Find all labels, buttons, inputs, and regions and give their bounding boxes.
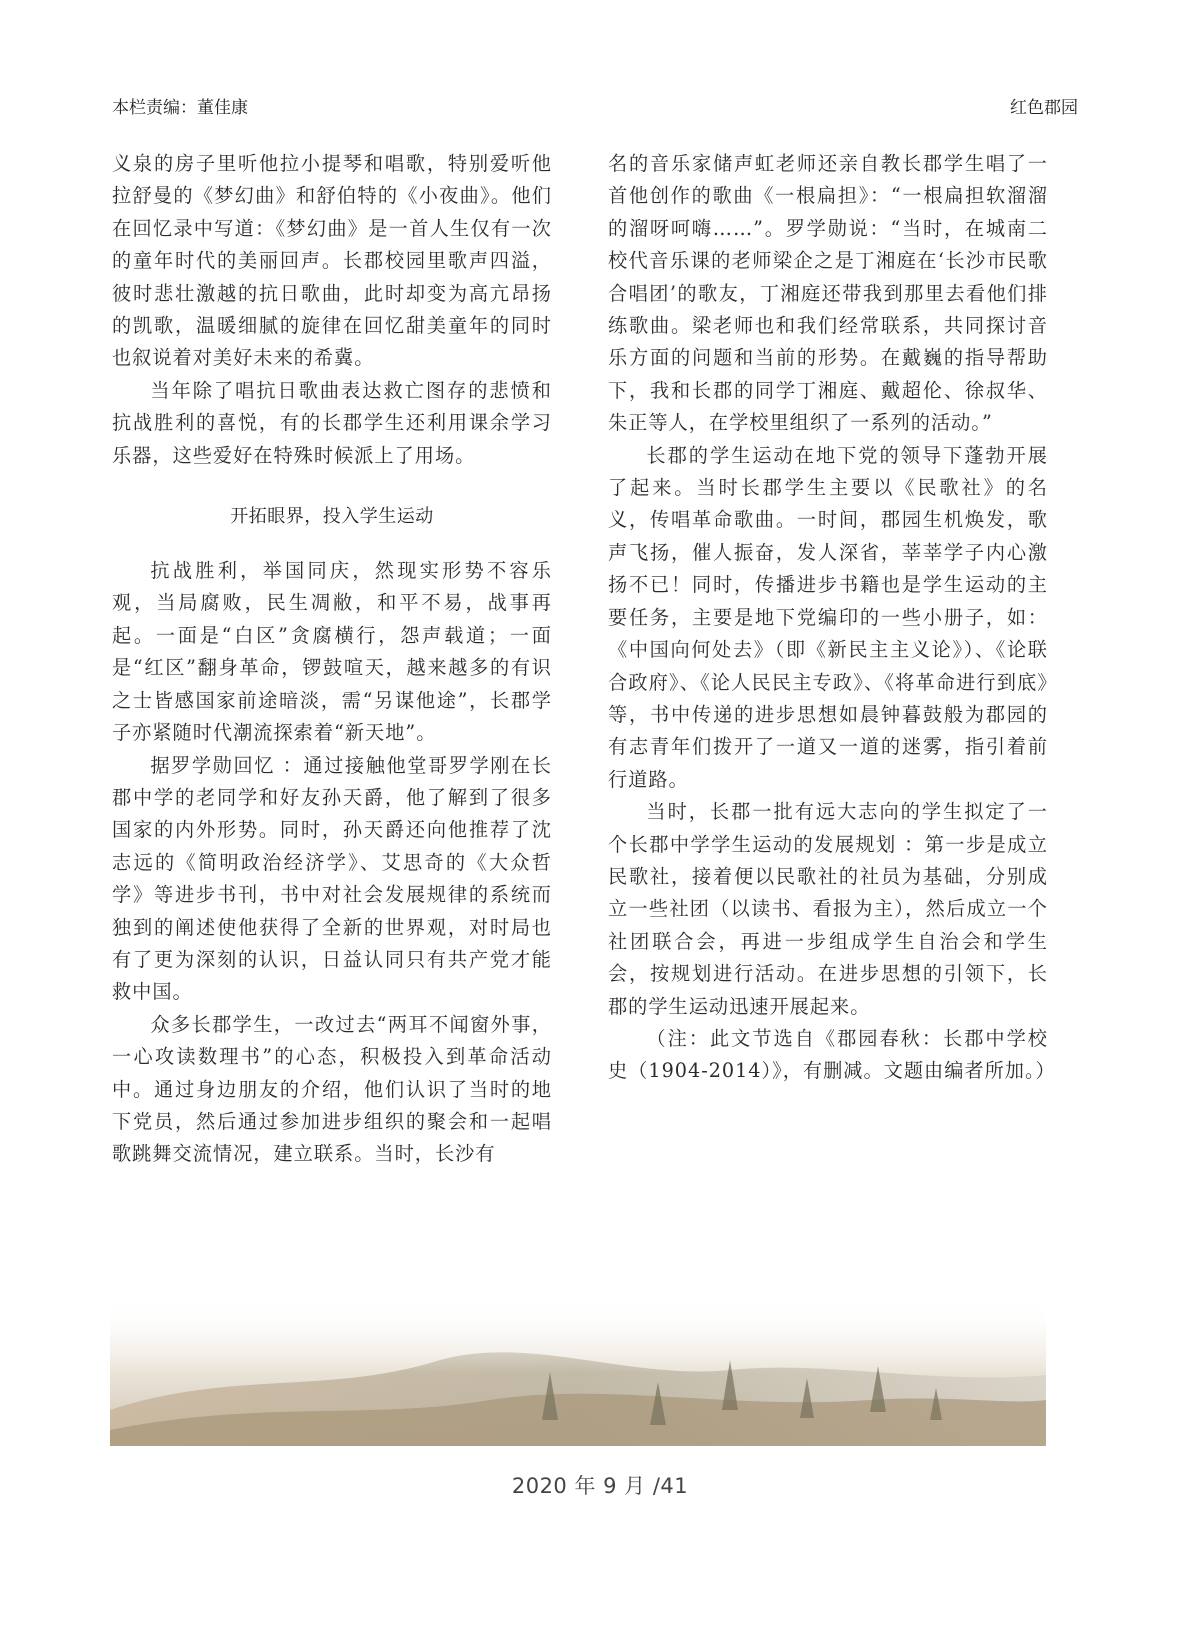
right-column xyxy=(608,148,1056,1088)
paragraph: 当时，长郡一批有远大志向的学生拟定了一个长郡中学学生运动的发展规划 ：第一步是成立民歌社，接着便以民歌社的社员为基础，分别成立一些社团（以读书、看报为主），然后成立一个社团联合会，再进一步组成学生自治会和学生会，按规划进行活动。在进步思想的引领下，长郡的学生运动迅速开展起来。 xyxy=(608,800,1048,1018)
editor-credit: 本栏责编：董佳康 xyxy=(112,98,248,118)
paragraph: 抗战胜利，举国同庆，然现实形势不容乐观，当局腐败，民生凋敝，和平不易，战事再起。一面是“白区”贪腐横行，怨声载道；一面是“红区”翻身革命，锣鼓喧天，越来越多的有识之士皆感国家前途暗淡，需“另谋他途”，长郡学子亦紧随时代潮流探索着“新天地”。 xyxy=(112,559,552,745)
paragraph: 义泉的房子里听他拉小提琴和唱歌，特别爱听他拉舒曼的《梦幻曲》和舒伯特的《小夜曲》。他们在回忆录中写道：《梦幻曲》是一首人生仅有一次的童年时代的美丽回声。长郡校园里歌声四溢，彼时悲壮激越的抗日歌曲，此时却变为高亢昂扬的凯歌，温暖细腻的旋律在回忆甜美童年的同时也叙说着对美好未来的希冀。 xyxy=(112,152,552,370)
paragraph: 名的音乐家储声虹老师还亲自教长郡学生唱了一首他创作的歌曲《一根扁担》：“一根扁担软溜溜的溜呀呵嗨……”。罗学勋说：“当时，在城南二校代音乐课的老师梁企之是丁湘庭在‘长沙市民歌合唱团’的歌友，丁湘庭还带我到那里去看他们排练歌曲。梁老师也和我们经常联系，共同探讨音乐方面的问题和当前的形势。在戴巍的指导帮助下，我和长郡的同学丁湘庭、戴超伦、徐叔华、朱正等人，在学校里组织了一系列的活动。” xyxy=(608,152,1048,435)
column-title: 红色郡园 xyxy=(1010,98,1078,118)
left-column xyxy=(112,148,552,1171)
paragraph: 当年除了唱抗日歌曲表达救亡图存的悲愤和抗战胜利的喜悦，有的长郡学生还利用课余学习乐器，这些爱好在特殊时候派上了用场。 xyxy=(112,378,552,467)
paragraph: 长郡的学生运动在地下党的领导下蓬勃开展了起来。当时长郡学生主要以《民歌社》的名义，传唱革命歌曲。一时间，郡园生机焕发，歌声飞扬，催人振奋，发人深省，莘莘学子内心激扬不已！同时，传播进步书籍也是学生运动的主要任务，主要是地下党编印的一些小册子，如：《中国向何处去》（即《新民主主义论》）、《论联合政府》、《论人民民主专政》、《将革命进行到底》等，书中传递的进步思想如晨钟暮鼓般为郡园的有志青年们拨开了一道又一道的迷雾，指引着前行道路。 xyxy=(608,443,1048,791)
paragraph: 据罗学勋回忆 ：通过接触他堂哥罗学刚在长郡中学的老同学和好友孙天爵，他了解到了很多国家的内外形势。同时，孙天爵还向他推荐了沈志远的《简明政治经济学》、艾思奇的《大众哲学》等进步书刊，书中对社会发展规律的系统而独到的阐述使他获得了全新的世界观，对时局也有了更为深刻的认识，日益认同只有共产党才能救中国。 xyxy=(112,753,552,1004)
section-heading: 开拓眼界，投入学生运动 xyxy=(230,506,434,528)
page-number: 2020 年 9 月 /41 xyxy=(511,1474,689,1498)
editor-note: （注：此文节选自《郡园春秋：长郡中学校史（1904-2014）》，有删减。文题由编者所加。） xyxy=(608,1026,1056,1083)
paragraph: 众多长郡学生，一改过去“两耳不闻窗外事，一心攻读数理书”的心态，积极投入到革命活动中。通过身边朋友的介绍，他们认识了当时的地下党员，然后通过参加进步组织的聚会和一起唱歌跳舞交流情况，建立联系。当时，长沙有 xyxy=(112,1012,552,1166)
landscape-image xyxy=(110,1300,1046,1446)
